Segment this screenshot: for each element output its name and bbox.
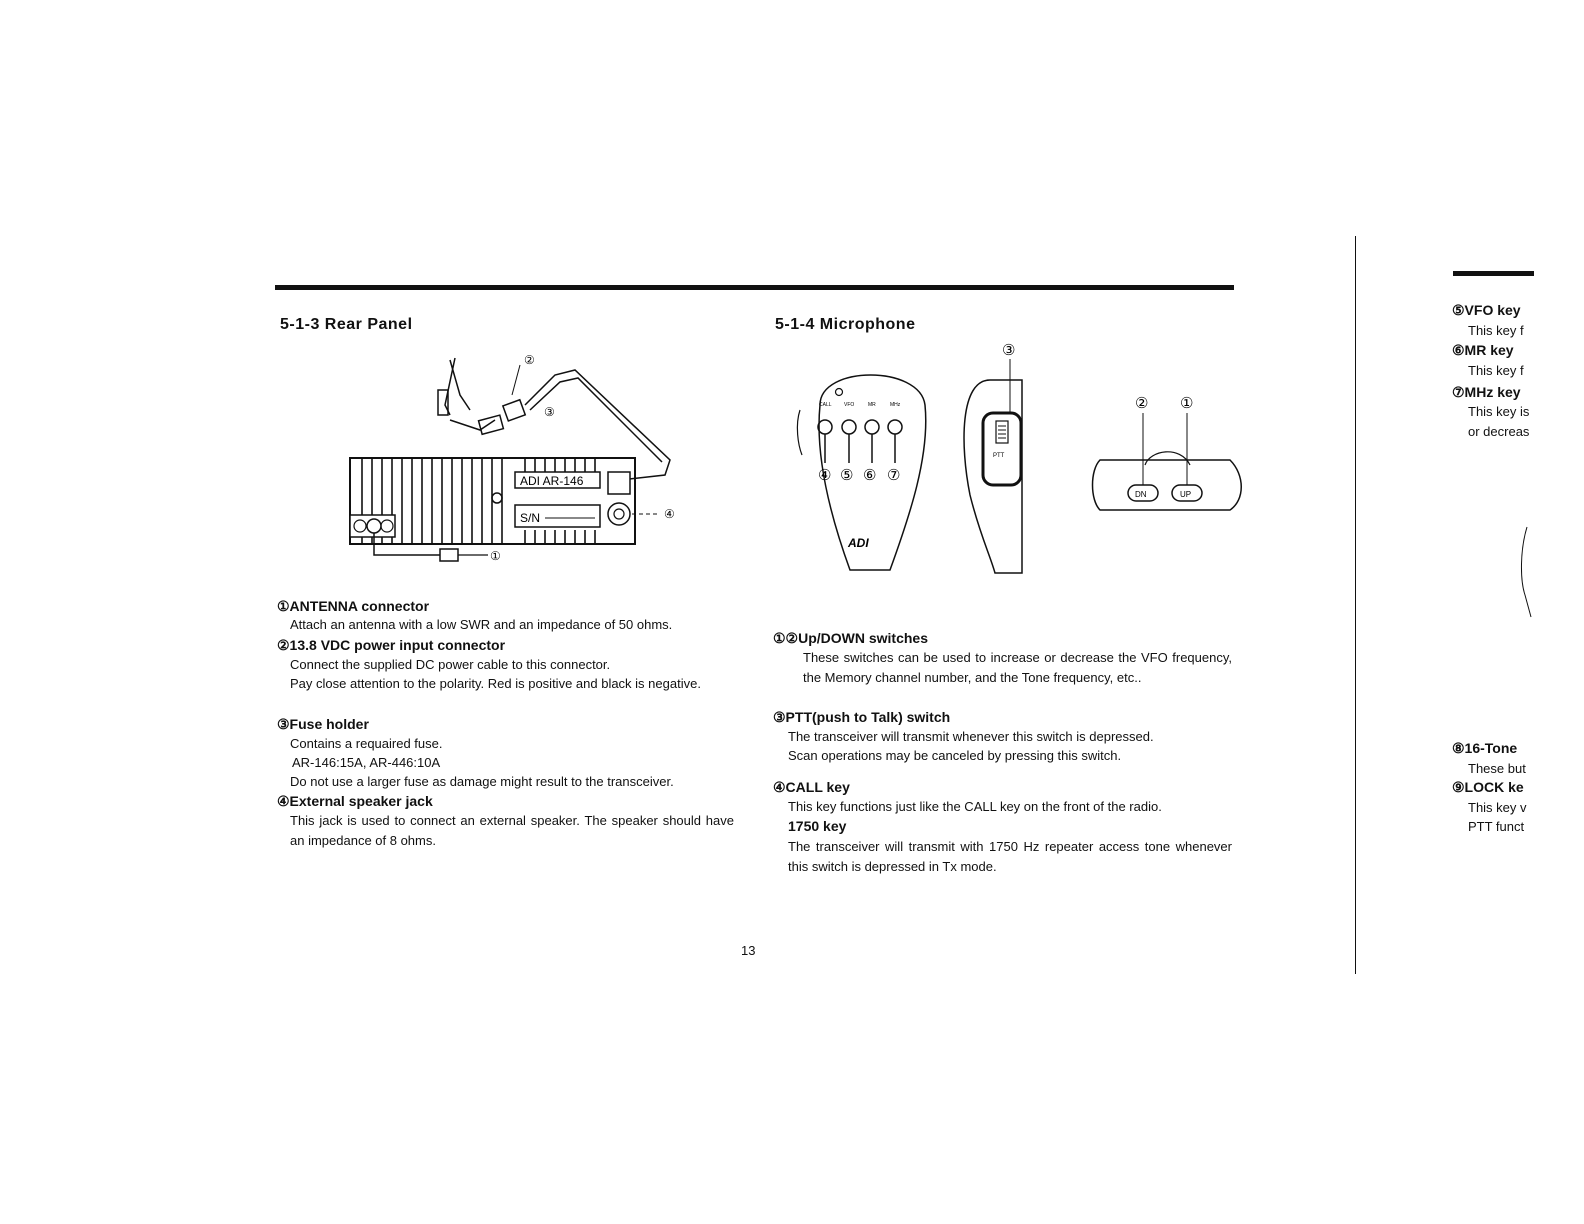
ptt-switch-text-1: The transceiver will transmit whenever this switch is depressed. <box>788 729 1154 744</box>
callout-key-6: ⑥ <box>863 467 877 484</box>
fuse-holder-text-1: Contains a requaired fuse. <box>290 736 443 751</box>
key-label-call: CALL <box>819 402 832 408</box>
callout-4: ④ <box>664 507 675 521</box>
call-key-text: This key functions just like the CALL key on the front of the radio. <box>788 799 1162 814</box>
speaker-jack-text: This jack is used to connect an external speaker. The speaker should have an impedance of 8 ohms. <box>290 813 734 848</box>
page-divider <box>1355 236 1356 974</box>
sn-label: S/N <box>520 511 541 525</box>
fuse-holder-text-2: AR-146:15A, AR-446:10A <box>292 755 441 770</box>
microphone-title: 5-1-4 Microphone <box>775 316 916 333</box>
key-1750-text: The transceiver will transmit with 1750 Hz repeater access tone whenever this switch is depressed in Tx mode. <box>788 839 1232 874</box>
next-vfo-key-text: This key f <box>1468 323 1524 338</box>
rear-panel-title: 5-1-3 Rear Panel <box>280 316 413 333</box>
fuse-holder-title: ③Fuse holder <box>277 716 369 732</box>
ptt-switch-text-2: Scan operations may be canceled by pressing this switch. <box>788 748 1122 763</box>
next-lock-key-text-2: PTT funct <box>1468 819 1525 834</box>
next-page-drawing-fragment <box>1515 525 1540 620</box>
next-16tone-text: These but <box>1468 761 1526 776</box>
callout-key-4: ④ <box>818 467 832 484</box>
next-vfo-key-title: ⑤VFO key <box>1452 302 1521 318</box>
callout-ptt-3: ③ <box>1002 342 1016 359</box>
fuse-holder-text-3: Do not use a larger fuse as damage might result to the transceiver. <box>290 774 674 789</box>
antenna-connector-text: Attach an antenna with a low SWR and an impedance of 50 ohms. <box>290 617 673 632</box>
power-input-text-1: Connect the supplied DC power cable to this connector. <box>290 657 611 672</box>
ptt-switch-title: ③PTT(push to Talk) switch <box>773 709 951 725</box>
updown-switches-title: ①②Up/DOWN switches <box>773 630 929 646</box>
power-input-title: ②13.8 VDC power input connector <box>277 637 506 653</box>
callout-1: ① <box>490 549 501 563</box>
next-16tone-title: ⑧16-Tone <box>1452 740 1518 756</box>
rear-panel-diagram <box>340 350 690 575</box>
next-lock-key-title: ⑨LOCK ke <box>1452 779 1524 795</box>
model-label: ADI AR-146 <box>520 474 584 488</box>
next-mhz-key-title: ⑦MHz key <box>1452 384 1521 400</box>
key-label-vfo: VFO <box>844 402 855 408</box>
brand-logo: ADI <box>848 536 869 550</box>
callout-key-7: ⑦ <box>887 467 901 484</box>
next-mr-key-title: ⑥MR key <box>1452 342 1514 358</box>
top-rule <box>275 285 1234 290</box>
callout-key-5: ⑤ <box>840 467 854 484</box>
next-mr-key-text: This key f <box>1468 363 1524 378</box>
speaker-jack-title: ④External speaker jack <box>277 793 433 809</box>
callout-2: ② <box>524 353 535 367</box>
dn-button-label: DN <box>1135 490 1147 499</box>
ptt-label: PTT <box>993 453 1005 459</box>
callout-updown-2: ② <box>1135 395 1149 412</box>
next-mhz-key-text-2: or decreas <box>1468 424 1530 439</box>
next-lock-key-text: This key v <box>1468 800 1527 815</box>
key-1750-title: 1750 key <box>788 818 847 834</box>
next-page-top-rule <box>1453 271 1534 276</box>
microphone-diagram <box>790 335 1250 580</box>
call-key-title: ④CALL key <box>773 779 850 795</box>
next-mhz-key-text: This key is <box>1468 404 1530 419</box>
callout-3: ③ <box>544 405 555 419</box>
up-button-label: UP <box>1180 490 1192 499</box>
key-label-mhz: MHz <box>890 402 901 408</box>
power-input-text-2: Pay close attention to the polarity. Red is positive and black is negative. <box>290 676 701 691</box>
callout-updown-1: ① <box>1180 395 1194 412</box>
updown-switches-text: These switches can be used to increase or decrease the VFO frequency, the Memory channel number, and the Tone frequency, etc.. <box>803 650 1232 685</box>
key-label-mr: MR <box>868 402 876 408</box>
antenna-connector-title: ①ANTENNA connector <box>277 598 430 614</box>
page-number: 13 <box>741 943 756 958</box>
